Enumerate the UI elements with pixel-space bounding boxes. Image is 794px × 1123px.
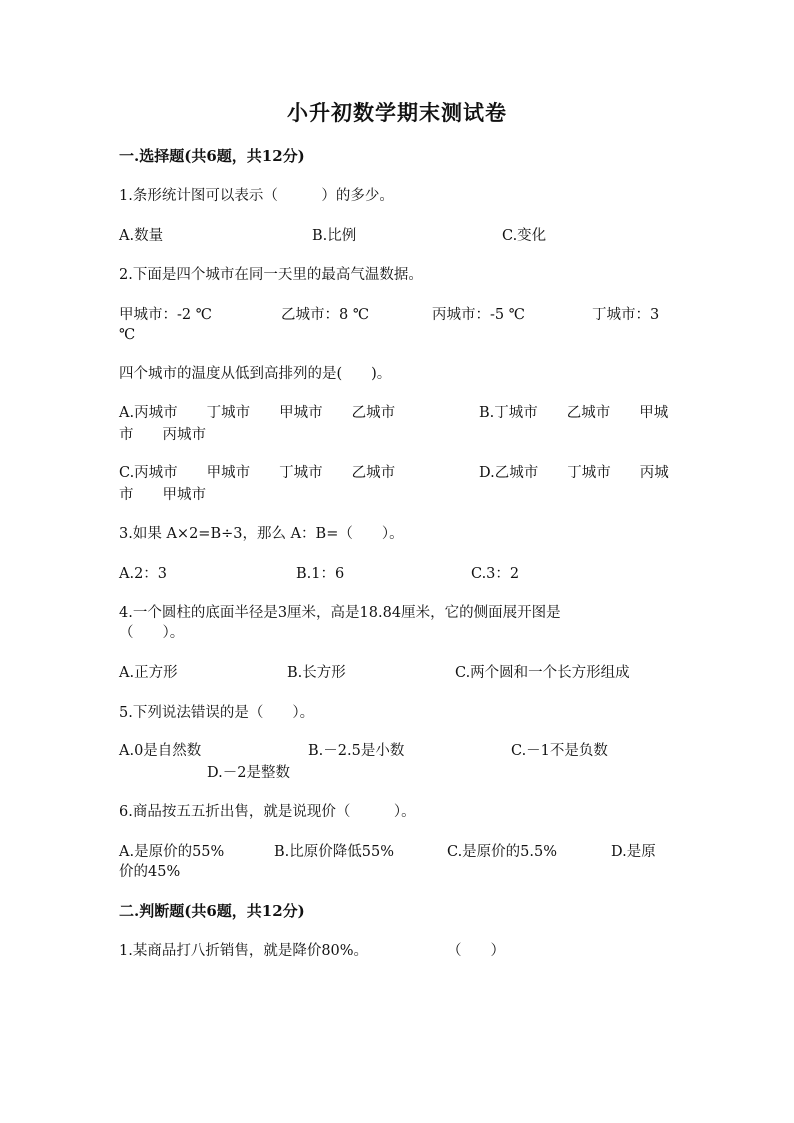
question-2-option-wrap: 市 丙城市	[119, 427, 206, 443]
question-4-stem: 4.一个圆柱的底面半径是3厘米，高是18.84厘米，它的侧面展开图是	[119, 605, 561, 621]
question-6-option-d: D.是原	[611, 844, 656, 860]
question-6-option-b: B.比原价降低55%	[274, 844, 394, 860]
question-2-option-d: D.乙城市 丁城市 丙城	[479, 465, 669, 481]
judgement-1-blank: （ ）	[447, 943, 505, 959]
question-1-option-b: B.比例	[312, 228, 357, 244]
section-heading-judgement: 二.判断题(共6题，共12分)	[119, 902, 305, 920]
question-3-stem: 3.如果 A×2=B÷3，那么 A：B=（ ）。	[119, 526, 404, 542]
question-5-stem: 5.下列说法错误的是（ ）。	[119, 705, 315, 721]
question-3-option-b: B.1：6	[296, 566, 345, 582]
question-4-option-b: B.长方形	[287, 665, 346, 681]
question-1-option-c: C.变化	[502, 228, 547, 244]
question-2-option-a: A.丙城市 丁城市 甲城市 乙城市	[119, 405, 396, 421]
question-6-option-c: C.是原价的5.5%	[447, 844, 558, 860]
question-3-option-a: A.2：3	[119, 566, 168, 582]
question-4-option-c: C.两个圆和一个长方形组成	[455, 665, 630, 681]
judgement-1-stem: 1.某商品打八折销售，就是降价80%。	[119, 943, 369, 959]
city-c-temp: 丙城市：-5 ℃	[432, 307, 525, 323]
question-1-option-a: A.数量	[119, 228, 164, 244]
question-6-option-d-wrap: 价的45%	[119, 864, 181, 880]
question-2-option-wrap: 市 甲城市	[119, 487, 206, 503]
question-2-option-c: C.丙城市 甲城市 丁城市 乙城市	[119, 465, 396, 481]
question-2-ask: 四个城市的温度从低到高排列的是( )。	[119, 366, 392, 382]
section-heading-choice: 一.选择题(共6题，共12分)	[119, 147, 305, 165]
question-1-stem: 1.条形统计图可以表示（ ）的多少。	[119, 188, 394, 204]
question-5-option-a: A.0是自然数	[119, 743, 202, 759]
question-4-stem-wrap: （ ）。	[119, 625, 185, 641]
question-2-option-b: B.丁城市 乙城市 甲城	[479, 405, 669, 421]
question-4-option-a: A.正方形	[119, 665, 178, 681]
city-a-temp: 甲城市：-2 ℃	[119, 307, 212, 323]
page-title: 小升初数学期末测试卷	[287, 100, 507, 125]
question-6-stem: 6.商品按五五折出售，就是说现价（ ）。	[119, 804, 416, 820]
question-6-option-a: A.是原价的55%	[119, 844, 225, 860]
question-5-option-d: D.－2是整数	[207, 765, 290, 781]
question-3-option-c: C.3：2	[471, 566, 520, 582]
city-b-temp: 乙城市：8 ℃	[281, 307, 370, 323]
city-d-temp: 丁城市：3	[592, 307, 660, 323]
city-d-unit: ℃	[119, 327, 136, 343]
question-5-option-b: B.－2.5是小数	[308, 743, 405, 759]
question-2-stem: 2.下面是四个城市在同一天里的最高气温数据。	[119, 267, 423, 283]
question-5-option-c: C.－1不是负数	[511, 743, 608, 759]
